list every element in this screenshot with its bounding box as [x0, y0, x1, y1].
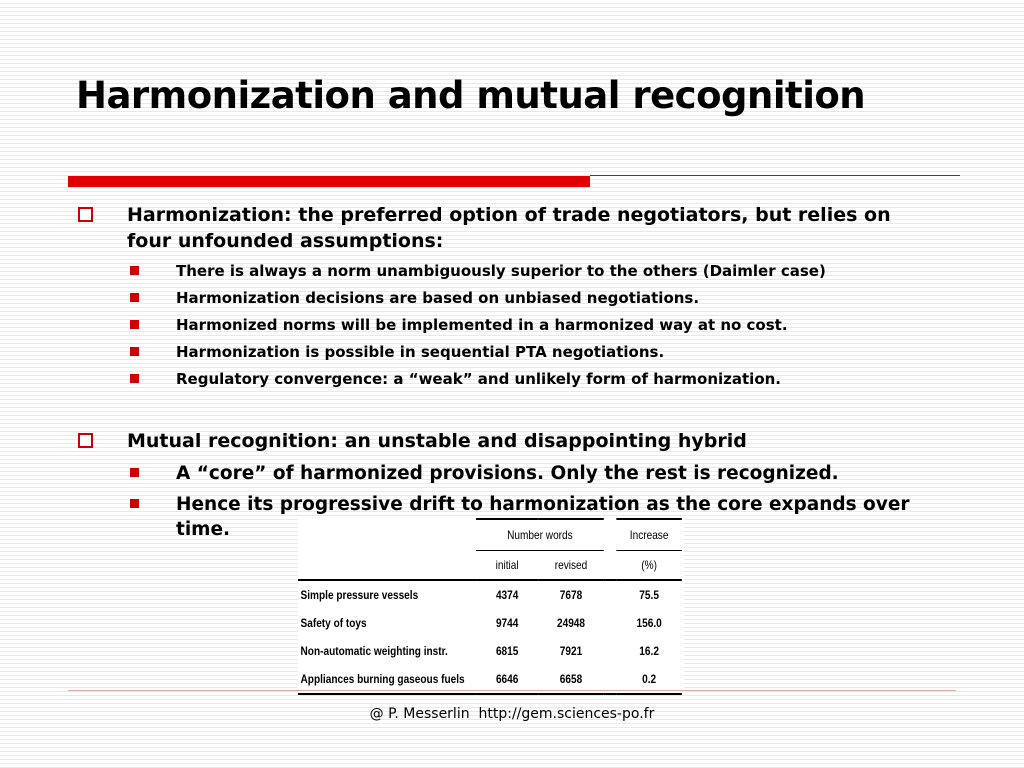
word-count-table	[298, 518, 682, 695]
table-row	[298, 580, 682, 609]
table-row	[298, 609, 682, 637]
number-words-header: Number words	[476, 519, 604, 551]
filled-square-bullet-icon	[130, 499, 139, 508]
increase-header: Increase	[616, 519, 682, 551]
increase-cell: 75.5	[639, 588, 659, 602]
revised-cell: 7678	[559, 588, 583, 602]
sub-bullet-text: There is always a norm unambiguously superior to the others (Daimler case)	[176, 262, 826, 280]
row-label: Safety of toys	[300, 616, 367, 630]
sub-bullet-text: Harmonization is possible in sequential PTA negotiations.	[176, 343, 665, 361]
sub-bullet-text: Harmonized norms will be implemented in a harmonized way at no cost.	[176, 316, 788, 334]
slide-title: Harmonization and mutual recognition	[76, 74, 866, 117]
footer-rule	[68, 690, 956, 691]
increase-cell: 156.0	[636, 616, 662, 630]
word-count-table-area	[298, 518, 684, 693]
initial-header: initial	[476, 551, 538, 581]
row-label: Non-automatic weighting instr.	[300, 644, 448, 658]
increase-cell: 0.2	[616, 665, 682, 694]
hollow-square-bullet-icon	[78, 207, 93, 222]
table-row	[298, 637, 682, 665]
initial-cell: 6646	[476, 665, 538, 694]
sub-bullet-text: Hence its progressive drift to harmonization as the core expands over time.	[176, 494, 910, 540]
filled-square-bullet-icon	[130, 320, 139, 329]
pct-header: (%)	[616, 551, 682, 581]
filled-square-bullet-icon	[130, 266, 139, 275]
revised-header: revised	[538, 551, 604, 581]
revised-cell: 6658	[538, 665, 604, 694]
filled-square-bullet-icon	[130, 374, 139, 383]
title-underline-thin	[590, 175, 960, 176]
row-label: Appliances burning gaseous fuels	[298, 665, 476, 694]
row-label: Simple pressure vessels	[300, 588, 419, 602]
title-underline-thick	[68, 176, 590, 187]
revised-cell: 7921	[559, 644, 583, 658]
sub-bullet-text: A “core” of harmonized provisions. Only the rest is recognized.	[176, 463, 839, 484]
initial-cell: 6815	[495, 644, 519, 658]
footer-credit: @ P. Messerlin http://gem.sciences-po.fr	[369, 706, 655, 722]
bullet-text: Harmonization: the preferred option of trade negotiators, but relies on four unfounded assumptions:	[127, 204, 891, 252]
increase-cell: 16.2	[639, 644, 659, 658]
hollow-square-bullet-icon	[78, 433, 93, 448]
initial-cell: 4374	[495, 588, 519, 602]
filled-square-bullet-icon	[130, 293, 139, 302]
sub-bullet-text: Harmonization decisions are based on unbiased negotiations.	[176, 289, 700, 307]
filled-square-bullet-icon	[130, 347, 139, 356]
sub-bullet-text: Regulatory convergence: a “weak” and unlikely form of harmonization.	[176, 370, 782, 388]
filled-square-bullet-icon	[130, 468, 139, 477]
bullet-text: Mutual recognition: an unstable and disappointing hybrid	[127, 430, 747, 452]
revised-cell: 24948	[556, 616, 586, 630]
initial-cell: 9744	[495, 616, 519, 630]
